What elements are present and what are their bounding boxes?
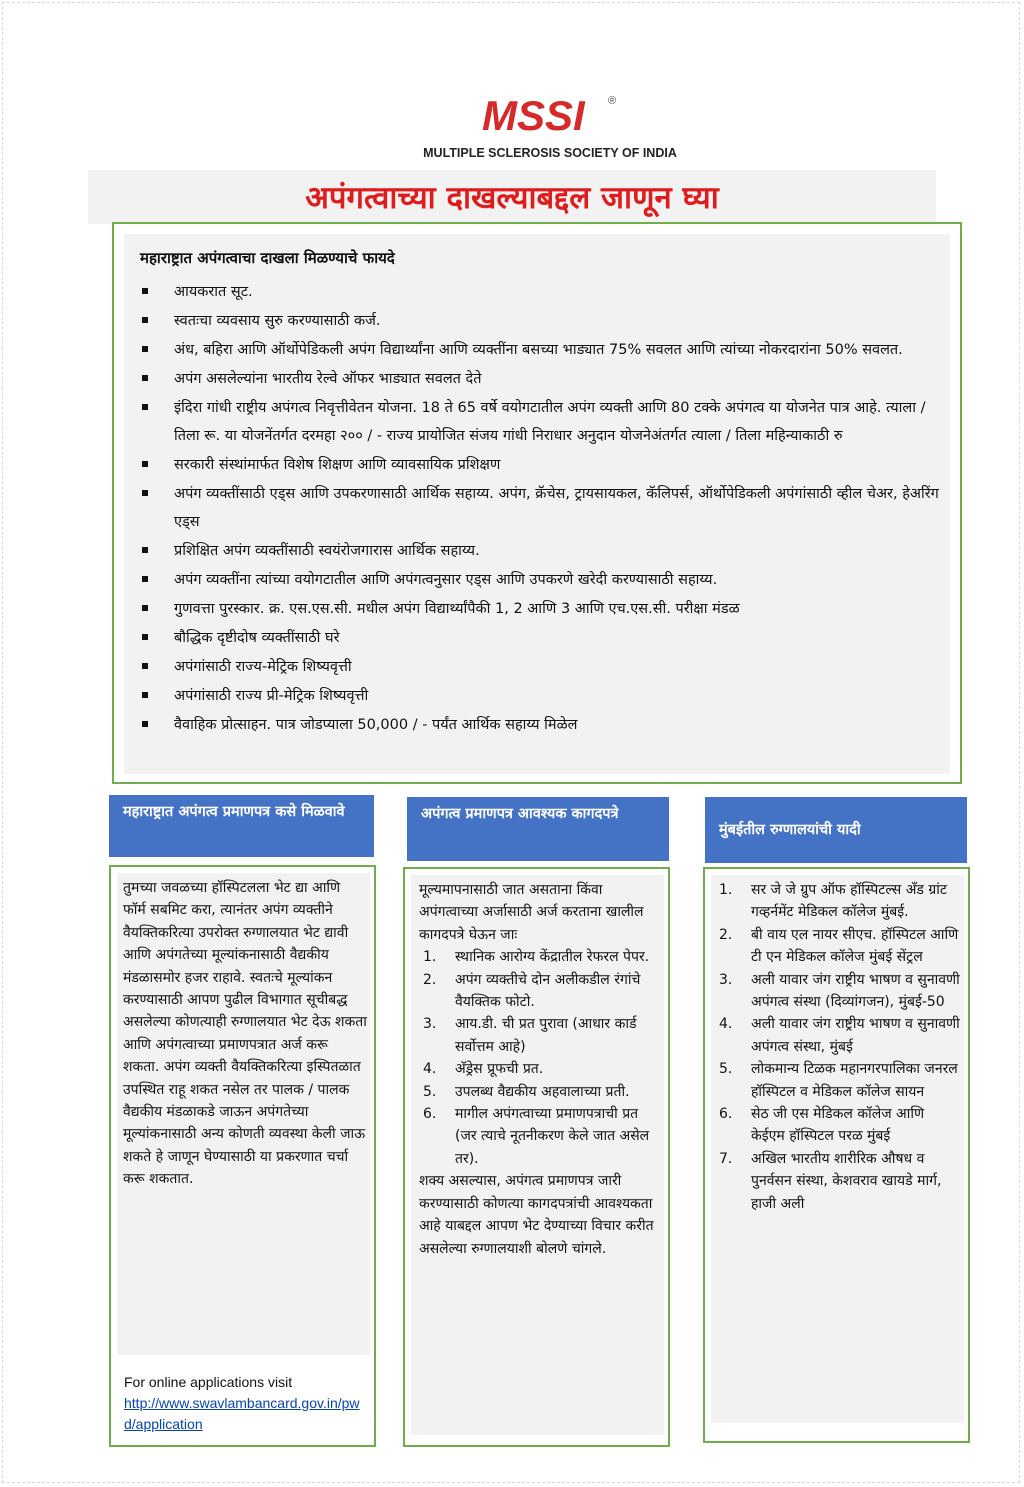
- list-item: 5. लोकमान्य टिळक महानगरपालिका जनरल हॉस्पिटल व मेडिकल कॉलेज सायन: [719, 1061, 958, 1100]
- col1-body: तुमच्या जवळच्या हॉस्पिटलला भेट द्या आणि फॉर्म सबमिट करा, त्यानंतर अपंग व्यक्तीने वैयक्तिकरित्या उपरोक्त रुग्णालयात भेट द्यावी आणि अपंगतेच्या मूल्यांकनासाठी वैद्यकीय मंडळासमोर हजर राहावे. स्वतःचे मूल्यांकन करण्यासाठी आपण पुढील विभागात सूचीबद्ध असलेल्या कोणत्याही रुग्णालयात भेट देऊ शकता आणि अपंगत्वाच्या प्रमाणपत्रात अर्ज करू शकता. अपंग व्यक्ती वैयक्तिकरित्या इस्पितळात उपस्थित राहू शकत नसेल तर पालक / पालक वैद्यकीय मंडळाकडे जाऊन अपंगतेच्या मूल्यांकनासाठी अन्य कोणती व्यवस्था केली जाऊ शकते हे जाणून घेण्यासाठी या प्रकरणात चर्चा करू शकतात.: [123, 880, 367, 1188]
- bullet-icon: [142, 605, 148, 611]
- online-info: [124, 1372, 364, 1435]
- bullet-icon: [142, 663, 148, 669]
- svg-text:®: ®: [608, 95, 617, 107]
- list-item: आयकरात सूट.: [130, 278, 940, 306]
- list-item: 7. अखिल भारतीय शारीरिक औषध व पुनर्वसन संस्था, केशवराव खायडे मार्ग, हाजी अली: [719, 1150, 942, 1212]
- online-application-link[interactable]: http://www.swavlambancard.gov.in/pwd/application: [124, 1395, 360, 1432]
- list-item: सरकारी संस्थांमार्फत विशेष शिक्षण आणि व्यावसायिक प्रशिक्षण: [130, 451, 940, 479]
- bullet-icon: [142, 404, 148, 410]
- list-item: प्रशिक्षित अपंग व्यक्तींसाठी स्वयंरोजगारास आर्थिक सहाय्य.: [130, 537, 940, 565]
- list-item: अपंग व्यक्तींना त्यांच्या वयोगटातील आणि अपंगत्वनुसार एड्स आणि उपकरणे खरेदी करण्यासाठी सहाय्य.: [130, 566, 940, 594]
- col1-box: [109, 865, 376, 1447]
- list-item: अपंग व्यक्तींसाठी एड्स आणि उपकरणासाठी आर्थिक सहाय्य. अपंग, क्रॅचेस, ट्रायसायकल, कॅलिपर्स, ऑर्थोपेडिकली अपंगांसाठी व्हील चेअर, हेअरिंग एड्स: [130, 480, 940, 536]
- list-item: अपंगांसाठी राज्य प्री-मेट्रिक शिष्यवृत्ती: [130, 682, 940, 710]
- bullet-icon: [142, 576, 148, 582]
- bullet-icon: [142, 634, 148, 640]
- col1-heading: महाराष्ट्रात अपंगत्व प्रमाणपत्र कसे मिळवावे: [109, 795, 374, 857]
- bullet-icon: [142, 375, 148, 381]
- list-item: 1. स्थानिक आरोग्य केंद्रातील रेफरल पेपर.: [423, 949, 650, 966]
- col2-box: [403, 867, 670, 1447]
- col3-heading: मुंबईतील रुग्णालयांची यादी: [705, 797, 967, 863]
- col3-body: [715, 879, 961, 1215]
- col3-box: [703, 867, 970, 1443]
- list-item: 6. सेठ जी एस मेडिकल कॉलेज आणि केईएम हॉस्पिटल परळ मुंबई: [719, 1106, 925, 1145]
- bullet-icon: [142, 346, 148, 352]
- list-item: 2. अपंग व्यक्तीचे दोन अलीकडील रंगांचे वैयक्तिक फोटो.: [423, 971, 641, 1011]
- bullet-icon: [142, 721, 148, 727]
- benefits-heading: महाराष्ट्रात अपंगत्वाचा दाखला मिळण्याचे फायदे: [140, 249, 395, 267]
- list-item: वैवाहिक प्रोत्साहन. पात्र जोडप्याला 50,000 / - पर्यंत आर्थिक सहाय्य मिळेल: [130, 711, 940, 739]
- list-item: 6. मागील अपंगत्वाच्या प्रमाणपत्राची प्रत (जर त्याचे नूतनीकरण केले जात असेल तर).: [423, 1106, 650, 1167]
- list-item: 4. अली यावार जंग राष्ट्रीय भाषण व सुनावणी अपंगत्व संस्था, मुंबई: [719, 1016, 960, 1055]
- list-item: इंदिरा गांधी राष्ट्रीय अपंगत्व निवृत्तीवेतन योजना. 18 ते 65 वर्षे वयोगटातील अपंग व्यक्ती आणि 80 टक्के अपंगत्व या योजनेत पात्र आहे. त्याला / तिला रू. या योजनेंतर्गत दरमहा २०० / - राज्य प्रायोजित संजय गांधी निराधार अनुदान योजनेअंतर्गत त्याला / तिला महिन्याकाठी रु: [130, 394, 940, 450]
- online-label: For online applications visit: [124, 1374, 293, 1390]
- col2-heading: अपंगत्व प्रमाणपत्र आवश्यक कागदपत्रे: [407, 797, 669, 861]
- list-item: 3. आय.डी. ची प्रत पुरावा (आधार कार्ड सर्वोत्तम आहे): [423, 1016, 637, 1055]
- hospitals-list: [715, 879, 961, 1215]
- col2-intro: मूल्यमापनासाठी जात असताना किंवा अपंगत्वाच्या अर्जासाठी अर्ज करताना खालील कागदपत्रे घेऊन जाः: [419, 882, 644, 943]
- bullet-icon: [142, 461, 148, 467]
- bullet-icon: [142, 547, 148, 553]
- org-name: MULTIPLE SCLEROSIS SOCIETY OF INDIA: [423, 146, 677, 160]
- col2-body: [419, 879, 661, 1260]
- list-item: गुणवत्ता पुरस्कार. क्र. एस.एस.सी. मधील अपंग विद्यार्थ्यांपैकी 1, 2 आणि 3 आणि एच.एस.सी. परीक्षा मंडळ: [130, 595, 940, 623]
- list-item: 5. उपलब्ध वैद्यकीय अहवालाच्या प्रती.: [423, 1083, 630, 1100]
- list-item: अपंगांसाठी राज्य-मेट्रिक शिष्यवृत्ती: [130, 653, 940, 681]
- list-item: 4. अ‍ॅड्रेस प्रूफची प्रत.: [423, 1061, 544, 1078]
- list-item: अपंग असलेल्यांना भारतीय रेल्वे ऑफर भाड्यात सवलत देते: [130, 365, 940, 393]
- bullet-icon: [142, 692, 148, 698]
- list-item: बौद्धिक दृष्टीदोष व्यक्तींसाठी घरे: [130, 624, 940, 652]
- list-item: 2. बी वाय एल नायर सीएच. हॉस्पिटल आणि टी एन मेडिकल कॉलेज मुंबई सेंट्रल: [719, 926, 959, 966]
- bullet-icon: [142, 317, 148, 323]
- bullet-icon: [142, 288, 148, 294]
- documents-list: [419, 946, 661, 1170]
- list-item: 1. सर जे जे ग्रुप ऑफ हॉस्पिटल्स अँड ग्रांट गव्हर्नमेंट मेडिकल कॉलेज मुंबई.: [719, 882, 947, 921]
- mssi-logo: [480, 92, 630, 138]
- list-item: स्वतःचा व्यवसाय सुरु करण्यासाठी कर्ज.: [130, 307, 940, 335]
- col2-outro: शक्य असल्यास, अपंगत्व प्रमाणपत्र जारी करण्यासाठी कोणत्या कागदपत्रांची आवश्यकता आहे याबद्दल आपण भेट देण्याच्या विचार करीत असलेल्या रुग्णालयाशी बोलणे चांगले.: [419, 1173, 654, 1257]
- page-title: अपंगत्वाच्या दाखल्याबद्दल जाणून घ्या: [305, 180, 719, 216]
- logo-text: MSSI: [482, 92, 585, 138]
- list-item: 3. अली यावार जंग राष्ट्रीय भाषण व सुनावणी अपंगत्व संस्था (दिव्यांगजन), मुंबई-50: [719, 971, 960, 1011]
- bullet-icon: [142, 490, 148, 496]
- list-item: अंध, बहिरा आणि ऑर्थोपेडिकली अपंग विद्यार्थ्यांना आणि व्यक्तींना बसच्या भाड्यात 75% सवलत आणि त्यांच्या नोकरदारांना 50% सवलत.: [130, 336, 940, 364]
- benefits-box: [112, 222, 962, 784]
- benefits-list: [130, 278, 940, 740]
- benefits-panel: [124, 234, 950, 774]
